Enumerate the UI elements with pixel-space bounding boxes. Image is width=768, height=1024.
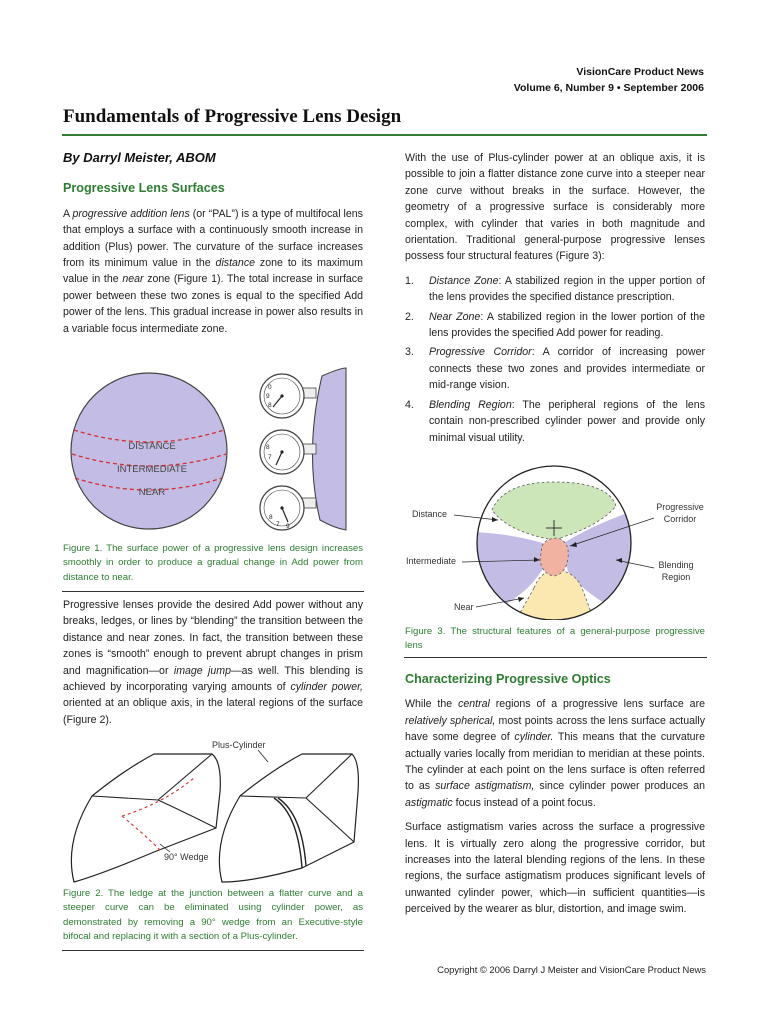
figure-1-diagram xyxy=(62,362,362,540)
left-column-middle xyxy=(63,597,363,728)
label-intermediate: INTERMEDIATE xyxy=(116,464,188,475)
figure-3-caption-block xyxy=(405,625,705,654)
byline: By Darryl Meister, ABOM xyxy=(63,150,216,165)
optics-paragraph-1: While the central regions of a progressive lens surface are relatively spherical, most points across the lens surface actually have some degree of cylinder. This means that the curvature actually varies locally from meridian to meridian at these points. The cylinder at each point on the lens surface is often referred to as surface astigmatism, since cylinder power produces an astigmatic focus instead of a point focus. xyxy=(405,698,706,809)
svg-text:8: 8 xyxy=(268,402,272,409)
svg-text:8: 8 xyxy=(266,444,270,451)
surfaces-paragraph-2: Progressive lenses provide the desired Add power without any breaks, ledges, or lines by “blending” the transition between the distance and near zones. In fact, the transition between these zones is “smooth” enough to prevent abrupt changes in prism and magnification—or image jump—as well. This blending is achieved by incorporating varying amounts of cylinder power, oriented at an oblique axis, in the lateral regions of the surface (Figure 2). xyxy=(63,599,363,726)
label-intermediate: Intermediate xyxy=(406,556,457,566)
lens-clock-middle xyxy=(260,430,316,474)
figure-3-caption: Figure 3. The structural features of a general-purpose progressive lens xyxy=(405,626,705,652)
label-plus-cylinder: Plus-Cylinder xyxy=(212,740,266,750)
label-near: Near xyxy=(454,602,474,612)
label-corridor-1: Progressive xyxy=(656,502,704,512)
lens-clock-bottom xyxy=(260,486,316,530)
feature-item: 2. Near Zone: A stabilized region in the lower portion of the lens provides the specified Add power for reading. xyxy=(405,310,705,340)
publication-name: VisionCare Product News xyxy=(576,66,704,78)
label-distance: DISTANCE xyxy=(128,441,176,452)
label-distance: Distance xyxy=(412,509,448,519)
svg-text:9: 9 xyxy=(286,523,290,530)
feature-item: 4. Blending Region: The peripheral regions of the lens contain non-prescribed cylinder power and provide only minimal visual utility. xyxy=(405,398,705,444)
section-heading-optics: Characterizing Progressive Optics xyxy=(405,672,611,686)
intro-paragraph: With the use of Plus-cylinder power at an oblique axis, it is possible to join a flatter distance zone curve into a steeper near zone curve without breaks in the surface. However, the geometry of a progressive surface is considerably more complex, with cylinder that varies in both magnitude and orientation. Traditional general-purpose progressive lenses possess four structural features (Figure 3): xyxy=(405,152,705,263)
figure-2-diagram xyxy=(62,732,362,884)
executive-bifocal xyxy=(71,754,220,882)
lens-cross-section xyxy=(312,368,346,530)
svg-text:7: 7 xyxy=(268,454,272,461)
structural-features-list xyxy=(405,273,705,446)
figure-3-divider xyxy=(404,657,707,658)
label-near: NEAR xyxy=(138,487,166,498)
copyright-notice: Copyright © 2006 Darryl J Meister and VisionCare Product News xyxy=(437,964,706,975)
right-column-top xyxy=(405,150,705,449)
svg-text:0: 0 xyxy=(268,384,272,391)
label-blending-2: Region xyxy=(661,572,691,582)
figure-1-caption: Figure 1. The surface power of a progressive lens design increases smoothly in order to produce a gradual change in Add power from distance to near. xyxy=(63,543,363,583)
svg-text:9: 9 xyxy=(266,393,270,400)
figure-3-diagram xyxy=(404,460,710,620)
label-wedge: 90° Wedge xyxy=(164,852,209,862)
svg-text:7: 7 xyxy=(276,521,280,528)
figure-1-divider xyxy=(62,591,364,592)
figure-1-caption-block xyxy=(63,542,363,585)
issue-info: Volume 6, Number 9 • September 2006 xyxy=(513,82,704,94)
plus-cylinder-lens xyxy=(212,740,358,882)
section-heading-surfaces: Progressive Lens Surfaces xyxy=(63,181,225,196)
lens-clock-top xyxy=(260,374,316,418)
figure-2-divider xyxy=(62,950,364,951)
label-corridor-2: Corridor xyxy=(663,514,697,524)
right-column-bottom xyxy=(405,671,705,918)
title-divider xyxy=(62,134,707,136)
surfaces-paragraph-1: A progressive addition lens (or “PAL”) is a type of multifocal lens that employs a surface with a continuously smooth increase in addition (Plus) power. The curvature of the surface increases from its minimum value in the distance zone to its maximum value in the near zone (Figure 1). The total increase in surface power between these two zones is equal to the specified Add power of the lens. This gradual increase in power also results in a variable focus intermediate zone. xyxy=(63,207,363,335)
progressive-corridor xyxy=(540,538,568,576)
article-title: Fundamentals of Progressive Lens Design xyxy=(63,106,402,127)
optics-paragraph-2: Surface astigmatism varies across the surface a progressive lens. It is virtually zero along the progressive corridor, but increases into the lateral blending regions of the lens. In these regions, the surface astigmatism produces significant levels of unwanted cylinder power, which—in sufficient quantities—is perceived by the wearer as blur, distortion, and image swim. xyxy=(405,821,705,916)
figure-2-caption-block xyxy=(63,887,363,945)
feature-item: 3. Progressive Corridor: A corridor of increasing power connects these two zones and provides intermediate or mid-range vision. xyxy=(405,346,705,392)
left-column-top xyxy=(63,150,363,337)
figure-2-caption: Figure 2. The ledge at the junction between a flatter curve and a steeper curve can be eliminated using cylinder power, as demonstrated by removing a 90° wedge from an Executive-style bifocal and replacing it with a section of a Plus-cylinder. xyxy=(63,888,363,943)
label-blending-1: Blending xyxy=(658,560,694,570)
svg-text:8: 8 xyxy=(269,514,273,521)
feature-item: 1. Distance Zone: A stabilized region in the upper portion of the lens provides the specified distance prescription. xyxy=(405,274,705,304)
publication-header xyxy=(514,64,704,96)
